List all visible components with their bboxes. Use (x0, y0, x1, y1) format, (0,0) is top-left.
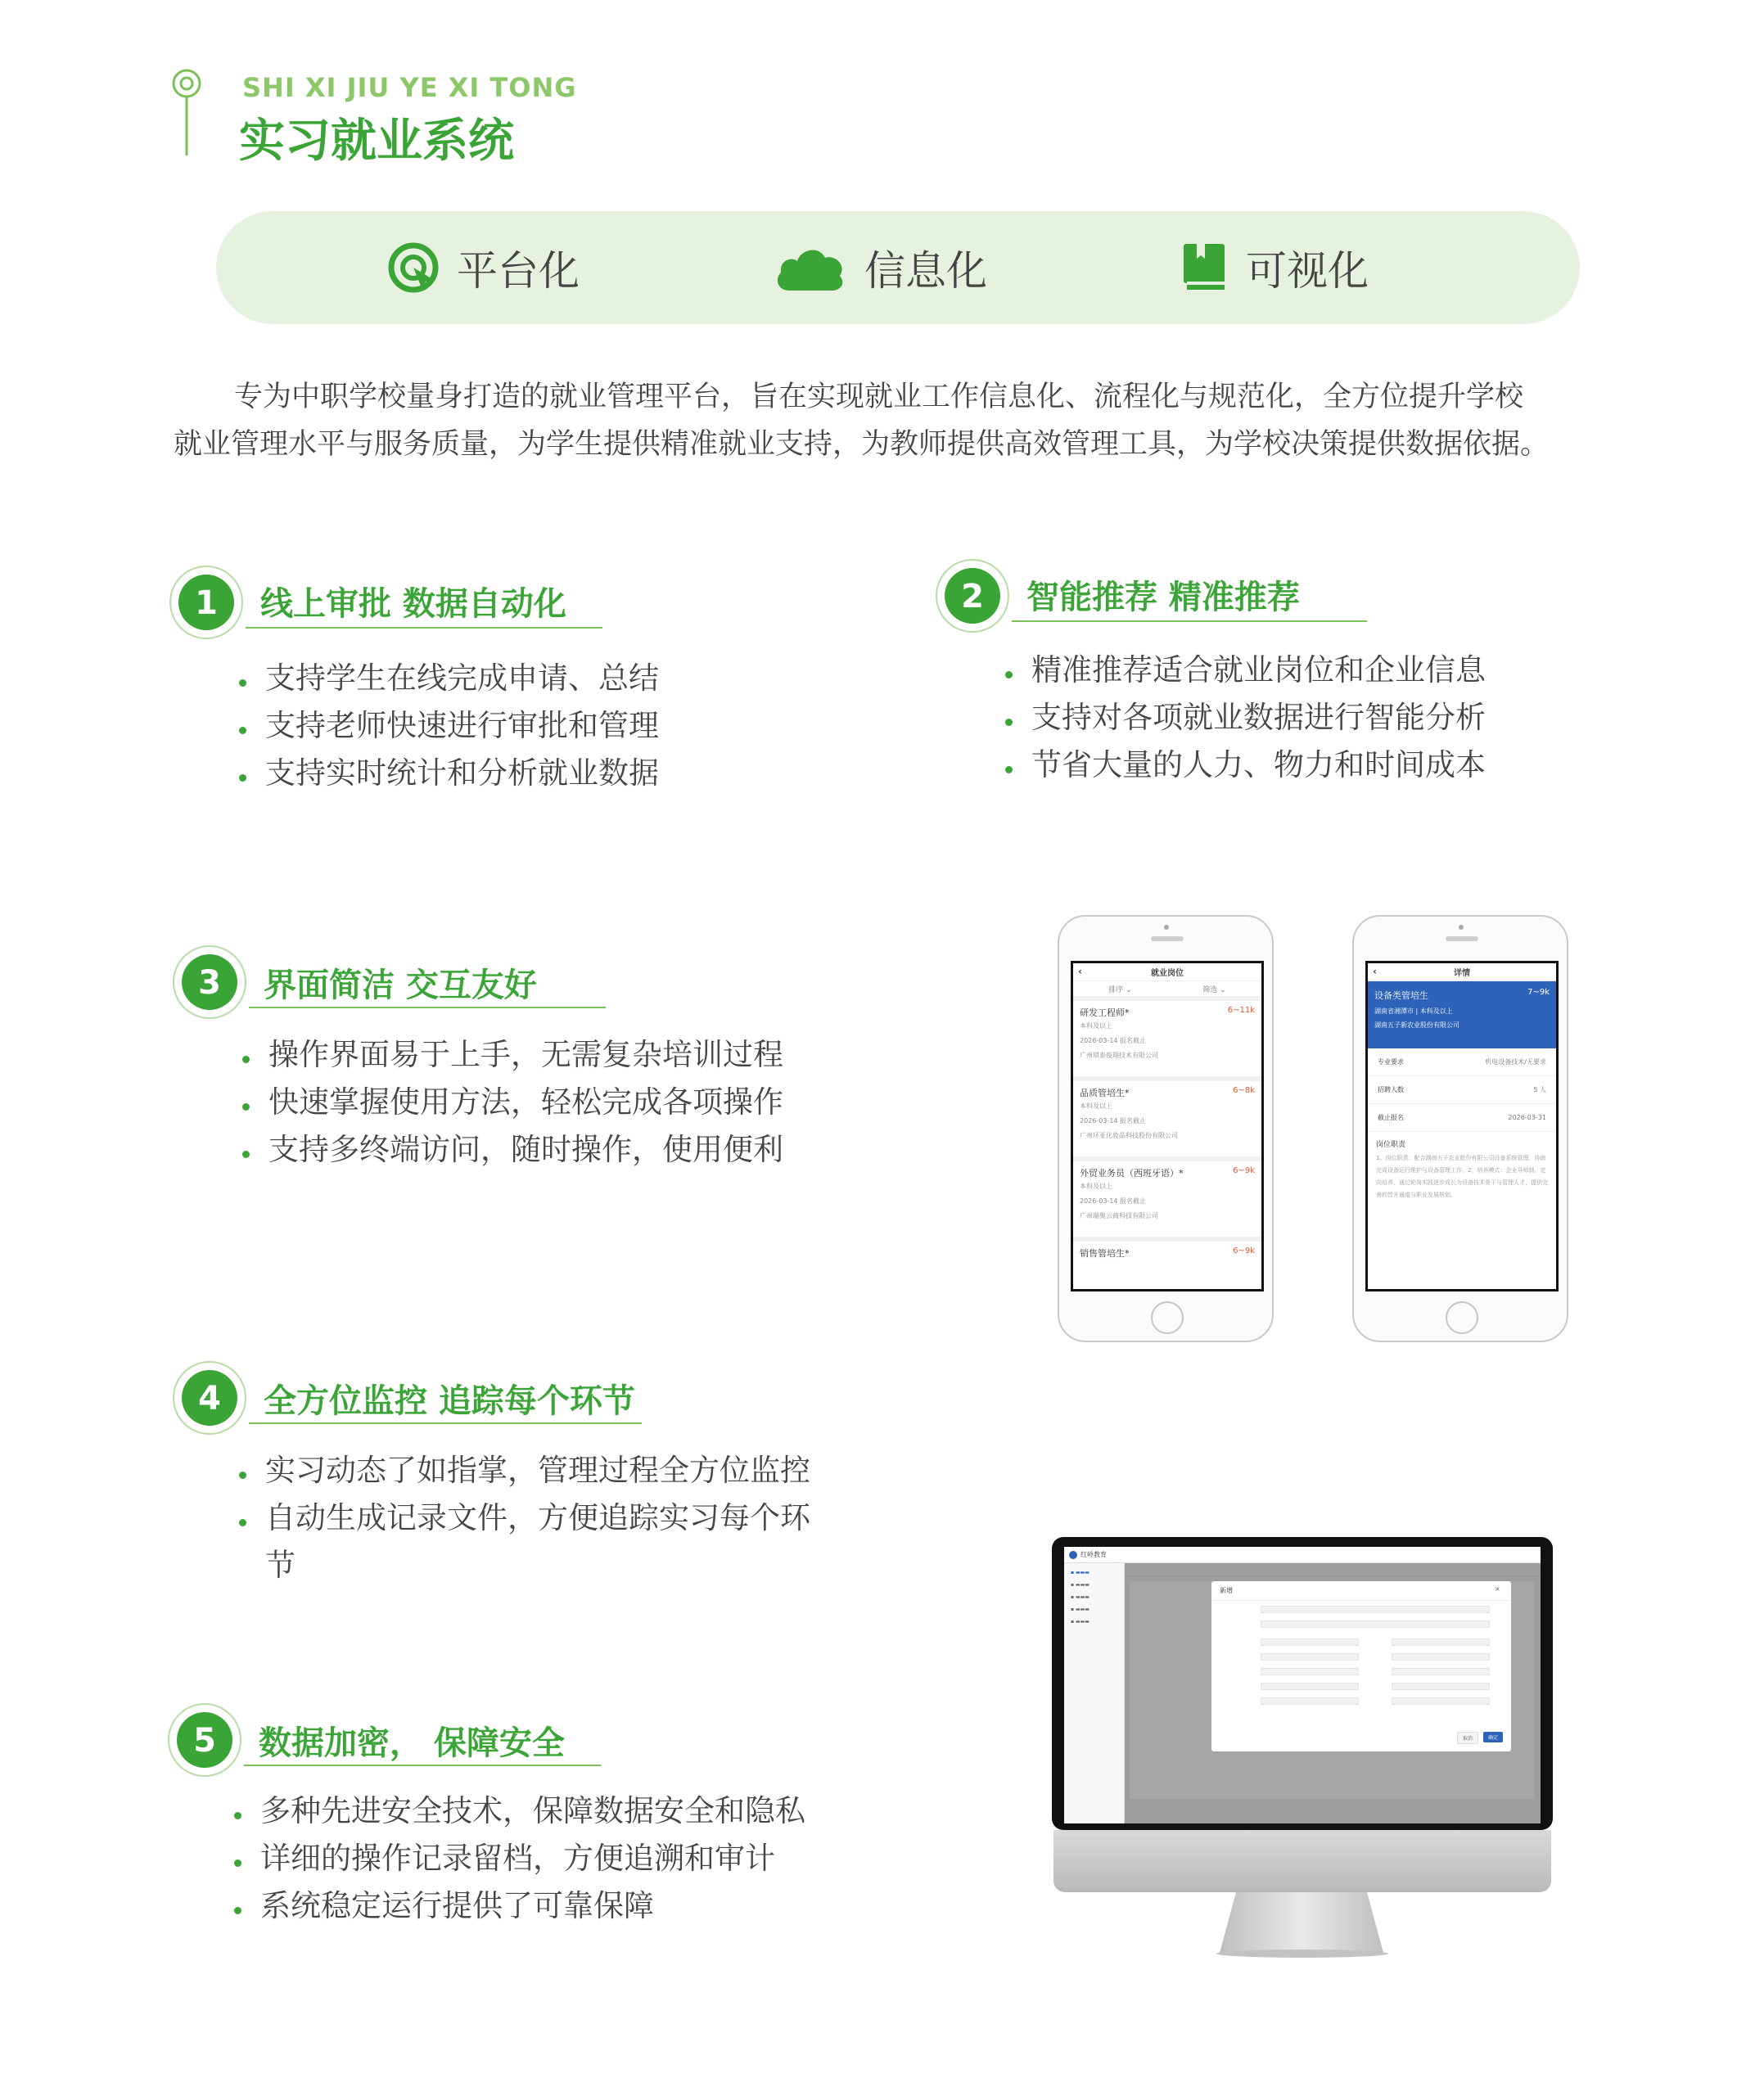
job-title: 外贸业务员（西班牙语）* (1080, 1168, 1184, 1179)
phone-mockup-job-list (1058, 915, 1274, 1342)
filter-bar (1073, 981, 1261, 1001)
screen-header (1368, 963, 1556, 981)
job-title: 设备类管培生 (1374, 990, 1428, 1001)
job-salary: 6~8k (1233, 1086, 1255, 1095)
cloud-icon (774, 243, 846, 292)
sidebar-item[interactable]: ▪ ▬▬▬ (1071, 1582, 1090, 1588)
screen-header (1073, 963, 1261, 981)
number-3-badge (170, 943, 249, 1021)
form-field[interactable] (1261, 1606, 1490, 1613)
list-item-continuation: 节 (265, 1548, 296, 1583)
phone-speaker (1446, 936, 1478, 941)
list-item: 系统稳定运行提供了可靠保障 (229, 1882, 805, 1930)
form-field[interactable] (1261, 1653, 1359, 1661)
intro-line: 专为中职学校量身打造的就业管理平台，旨在实现就业工作信息化、流程化与规范化，全方位提升学校 (234, 381, 1524, 413)
section-title: 数据加密， 保障安全 (259, 1724, 565, 1762)
job-salary: 6~9k (1233, 1246, 1255, 1255)
section-bullets (229, 1787, 805, 1930)
phone-camera (1164, 925, 1169, 930)
badge-number: 4 (198, 1380, 221, 1418)
back-arrow-icon[interactable]: ‹ (1078, 966, 1082, 977)
list-item: 实习动态了如指掌，管理过程全方位监控 (234, 1447, 810, 1494)
job-education: 本科及以上 (1080, 1102, 1112, 1110)
list-item: 详细的操作记录留档，方便追溯和审计 (229, 1835, 805, 1882)
number-2-badge (933, 557, 1012, 635)
job-card[interactable] (1073, 1161, 1261, 1242)
phone-screen (1365, 961, 1559, 1291)
sidebar-item[interactable]: ▪ ▬▬▬ (1071, 1619, 1090, 1625)
list-item: 操作界面易于上手，无需复杂培训过程 (237, 1031, 783, 1079)
number-1-badge (167, 563, 246, 642)
form-field[interactable] (1261, 1620, 1490, 1628)
job-deadline: 2026-03-14 报名截止 (1080, 1197, 1147, 1205)
sidebar-item[interactable]: ▪ ▬▬▬ (1071, 1607, 1090, 1612)
form-field[interactable] (1392, 1697, 1490, 1705)
feature-visual (1182, 241, 1369, 295)
monitor-stand (1220, 1892, 1383, 1953)
job-education: 本科及以上 (1080, 1022, 1112, 1030)
field-label: 招聘人数 (1378, 1086, 1404, 1093)
section-underline (249, 1422, 642, 1424)
field-value: 5 人 (1533, 1086, 1546, 1093)
list-item: 支持对各项就业数据进行智能分析 (1000, 694, 1486, 741)
job-salary: 7~9k (1527, 988, 1550, 997)
job-company: 广州琪泰俊翔技术有限公司 (1080, 1052, 1158, 1059)
job-card[interactable] (1073, 1001, 1261, 1081)
filter-label: 筛选 (1202, 985, 1218, 994)
form-field[interactable] (1261, 1697, 1359, 1705)
detail-field (1368, 1104, 1556, 1132)
job-deadline: 2026-03-14 报名截止 (1080, 1117, 1147, 1125)
section-underline (249, 1007, 606, 1008)
field-label: 截止报名 (1378, 1114, 1404, 1121)
filter-dropdown[interactable]: 筛选 ⌄ (1202, 985, 1226, 994)
detail-description: 1、岗位职责：配合湖南五子农业股份有限公司设备系统管理，协助完成设备运行维护与设备管理工作。2、培养模式：企业导师制，定向培养，通过轮岗实践逐步成长为设备技术骨干与管理人才，提供完善的晋升通道与职业发展规划。 (1376, 1155, 1548, 1198)
job-company: 广州环亚化妆品科技股份有限公司 (1080, 1132, 1178, 1139)
job-title: 研发工程师* (1080, 1007, 1130, 1018)
job-education: 本科及以上 (1080, 1183, 1112, 1190)
book-icon (1182, 242, 1228, 293)
target-icon (388, 242, 439, 293)
cancel-button[interactable]: 取消 (1457, 1732, 1478, 1744)
number-5-badge (165, 1701, 244, 1779)
section-underline (246, 627, 602, 629)
feature-label: 可视化 (1246, 247, 1369, 295)
job-title: 品质管培生* (1080, 1088, 1130, 1098)
monitor-screen (1064, 1547, 1541, 1823)
section-bullets (234, 655, 659, 797)
list-item: 支持学生在线完成申请、总结 (234, 655, 659, 702)
home-button[interactable] (1151, 1301, 1184, 1334)
list-item: 节省大量的人力、物力和时间成本 (1000, 741, 1486, 789)
list-item: 支持多终端访问，随时操作，使用便利 (237, 1126, 783, 1174)
list-item: 多种先进安全技术，保障数据安全和隐私 (229, 1787, 805, 1835)
sidebar-item[interactable]: ▪ ▬▬▬ (1071, 1594, 1090, 1600)
header-pinyin: SHI XI JIU YE XI TONG (242, 72, 577, 103)
list-item: 支持老师快速进行审批和管理 (234, 702, 659, 750)
form-field[interactable] (1261, 1639, 1359, 1646)
job-location: 湖南省湘潭市 | 本科及以上 (1374, 1007, 1453, 1015)
sidebar-item[interactable]: ▪ ▬▬▬ (1071, 1570, 1090, 1575)
phone-screen (1071, 961, 1264, 1291)
form-field[interactable] (1392, 1639, 1490, 1646)
back-arrow-icon[interactable]: ‹ (1373, 966, 1377, 977)
screen-title: 就业岗位 (1151, 969, 1184, 978)
header-pin-icon (170, 67, 203, 157)
job-company: 广州瑞聚云商科技有限公司 (1080, 1212, 1158, 1219)
phone-camera (1459, 925, 1464, 930)
badge-number: 3 (198, 964, 221, 1002)
form-field[interactable] (1392, 1683, 1490, 1690)
job-salary: 6~9k (1233, 1166, 1255, 1175)
list-item: 自动生成记录文件，方便追踪实习每个环 (234, 1494, 810, 1542)
job-detail-header (1368, 981, 1556, 1048)
job-card[interactable] (1073, 1081, 1261, 1161)
app-sidebar (1064, 1563, 1125, 1823)
form-field[interactable] (1392, 1668, 1490, 1675)
feature-label: 信息化 (864, 247, 987, 295)
modal-dialog (1211, 1581, 1511, 1751)
field-value: 2026-03-31 (1508, 1114, 1546, 1121)
feature-platform (388, 241, 580, 295)
section-underline (1012, 620, 1367, 622)
feature-bar (216, 211, 1580, 324)
field-value: 机电设备技术/无要求 (1485, 1058, 1546, 1066)
number-4-badge (170, 1359, 249, 1437)
badge-number: 5 (193, 1722, 216, 1760)
section-title: 界面简洁 交互友好 (264, 967, 537, 1004)
screen-title: 详情 (1454, 969, 1470, 978)
section-bullets (1000, 647, 1486, 789)
job-deadline: 2026-03-14 报名截止 (1080, 1037, 1147, 1044)
job-card[interactable] (1073, 1242, 1261, 1291)
section-bullets (237, 1031, 783, 1174)
badge-number: 1 (195, 584, 218, 622)
detail-field (1368, 1076, 1556, 1104)
intro-paragraph (174, 373, 1622, 468)
list-item: 快速掌握使用方法，轻松完成各项操作 (237, 1079, 783, 1126)
close-icon[interactable]: × (1495, 1585, 1500, 1593)
badge-number: 2 (961, 578, 984, 615)
job-title: 销售管培生* (1080, 1248, 1130, 1259)
modal-title: 新增 (1211, 1581, 1511, 1601)
field-label: 专业要求 (1378, 1058, 1404, 1066)
list-item: 精准推荐适合就业岗位和企业信息 (1000, 647, 1486, 694)
monitor-base (1216, 1950, 1388, 1958)
brand-name: 红岭教育 (1081, 1551, 1107, 1558)
feature-label: 平台化 (457, 247, 580, 295)
phone-mockup-job-detail (1352, 915, 1568, 1342)
sort-dropdown[interactable]: 排序 ⌄ (1108, 985, 1132, 994)
job-salary: 6~11k (1227, 1006, 1255, 1015)
section-underline (244, 1765, 601, 1766)
intro-line: 就业管理水平与服务质量，为学生提供精准就业支持，为教师提供高效管理工具，为学校决策提供数据依据。 (174, 428, 1550, 461)
list-item: 支持实时统计和分析就业数据 (234, 750, 659, 797)
sort-label: 排序 (1108, 985, 1124, 994)
form-field[interactable] (1261, 1668, 1359, 1675)
detail-field (1368, 1048, 1556, 1076)
section-title: 全方位监控 追踪每个环节 (264, 1382, 635, 1420)
section-title: 线上审批 数据自动化 (260, 585, 566, 623)
section-bullets (234, 1447, 810, 1589)
home-button[interactable] (1446, 1301, 1478, 1334)
brand-logo-icon (1069, 1551, 1077, 1559)
monitor-chin (1053, 1830, 1551, 1892)
job-company: 湖南五子新农业股份有限公司 (1374, 1021, 1459, 1029)
page-title: 实习就业系统 (239, 115, 514, 168)
feature-information (774, 241, 987, 295)
confirm-button[interactable]: 确定 (1483, 1732, 1503, 1742)
form-field[interactable] (1261, 1683, 1359, 1690)
detail-section-title: 岗位职责 (1376, 1141, 1406, 1149)
app-topbar (1064, 1547, 1541, 1563)
form-field[interactable] (1392, 1653, 1490, 1661)
phone-speaker (1151, 936, 1184, 941)
section-title: 智能推荐 精准推荐 (1026, 579, 1300, 616)
